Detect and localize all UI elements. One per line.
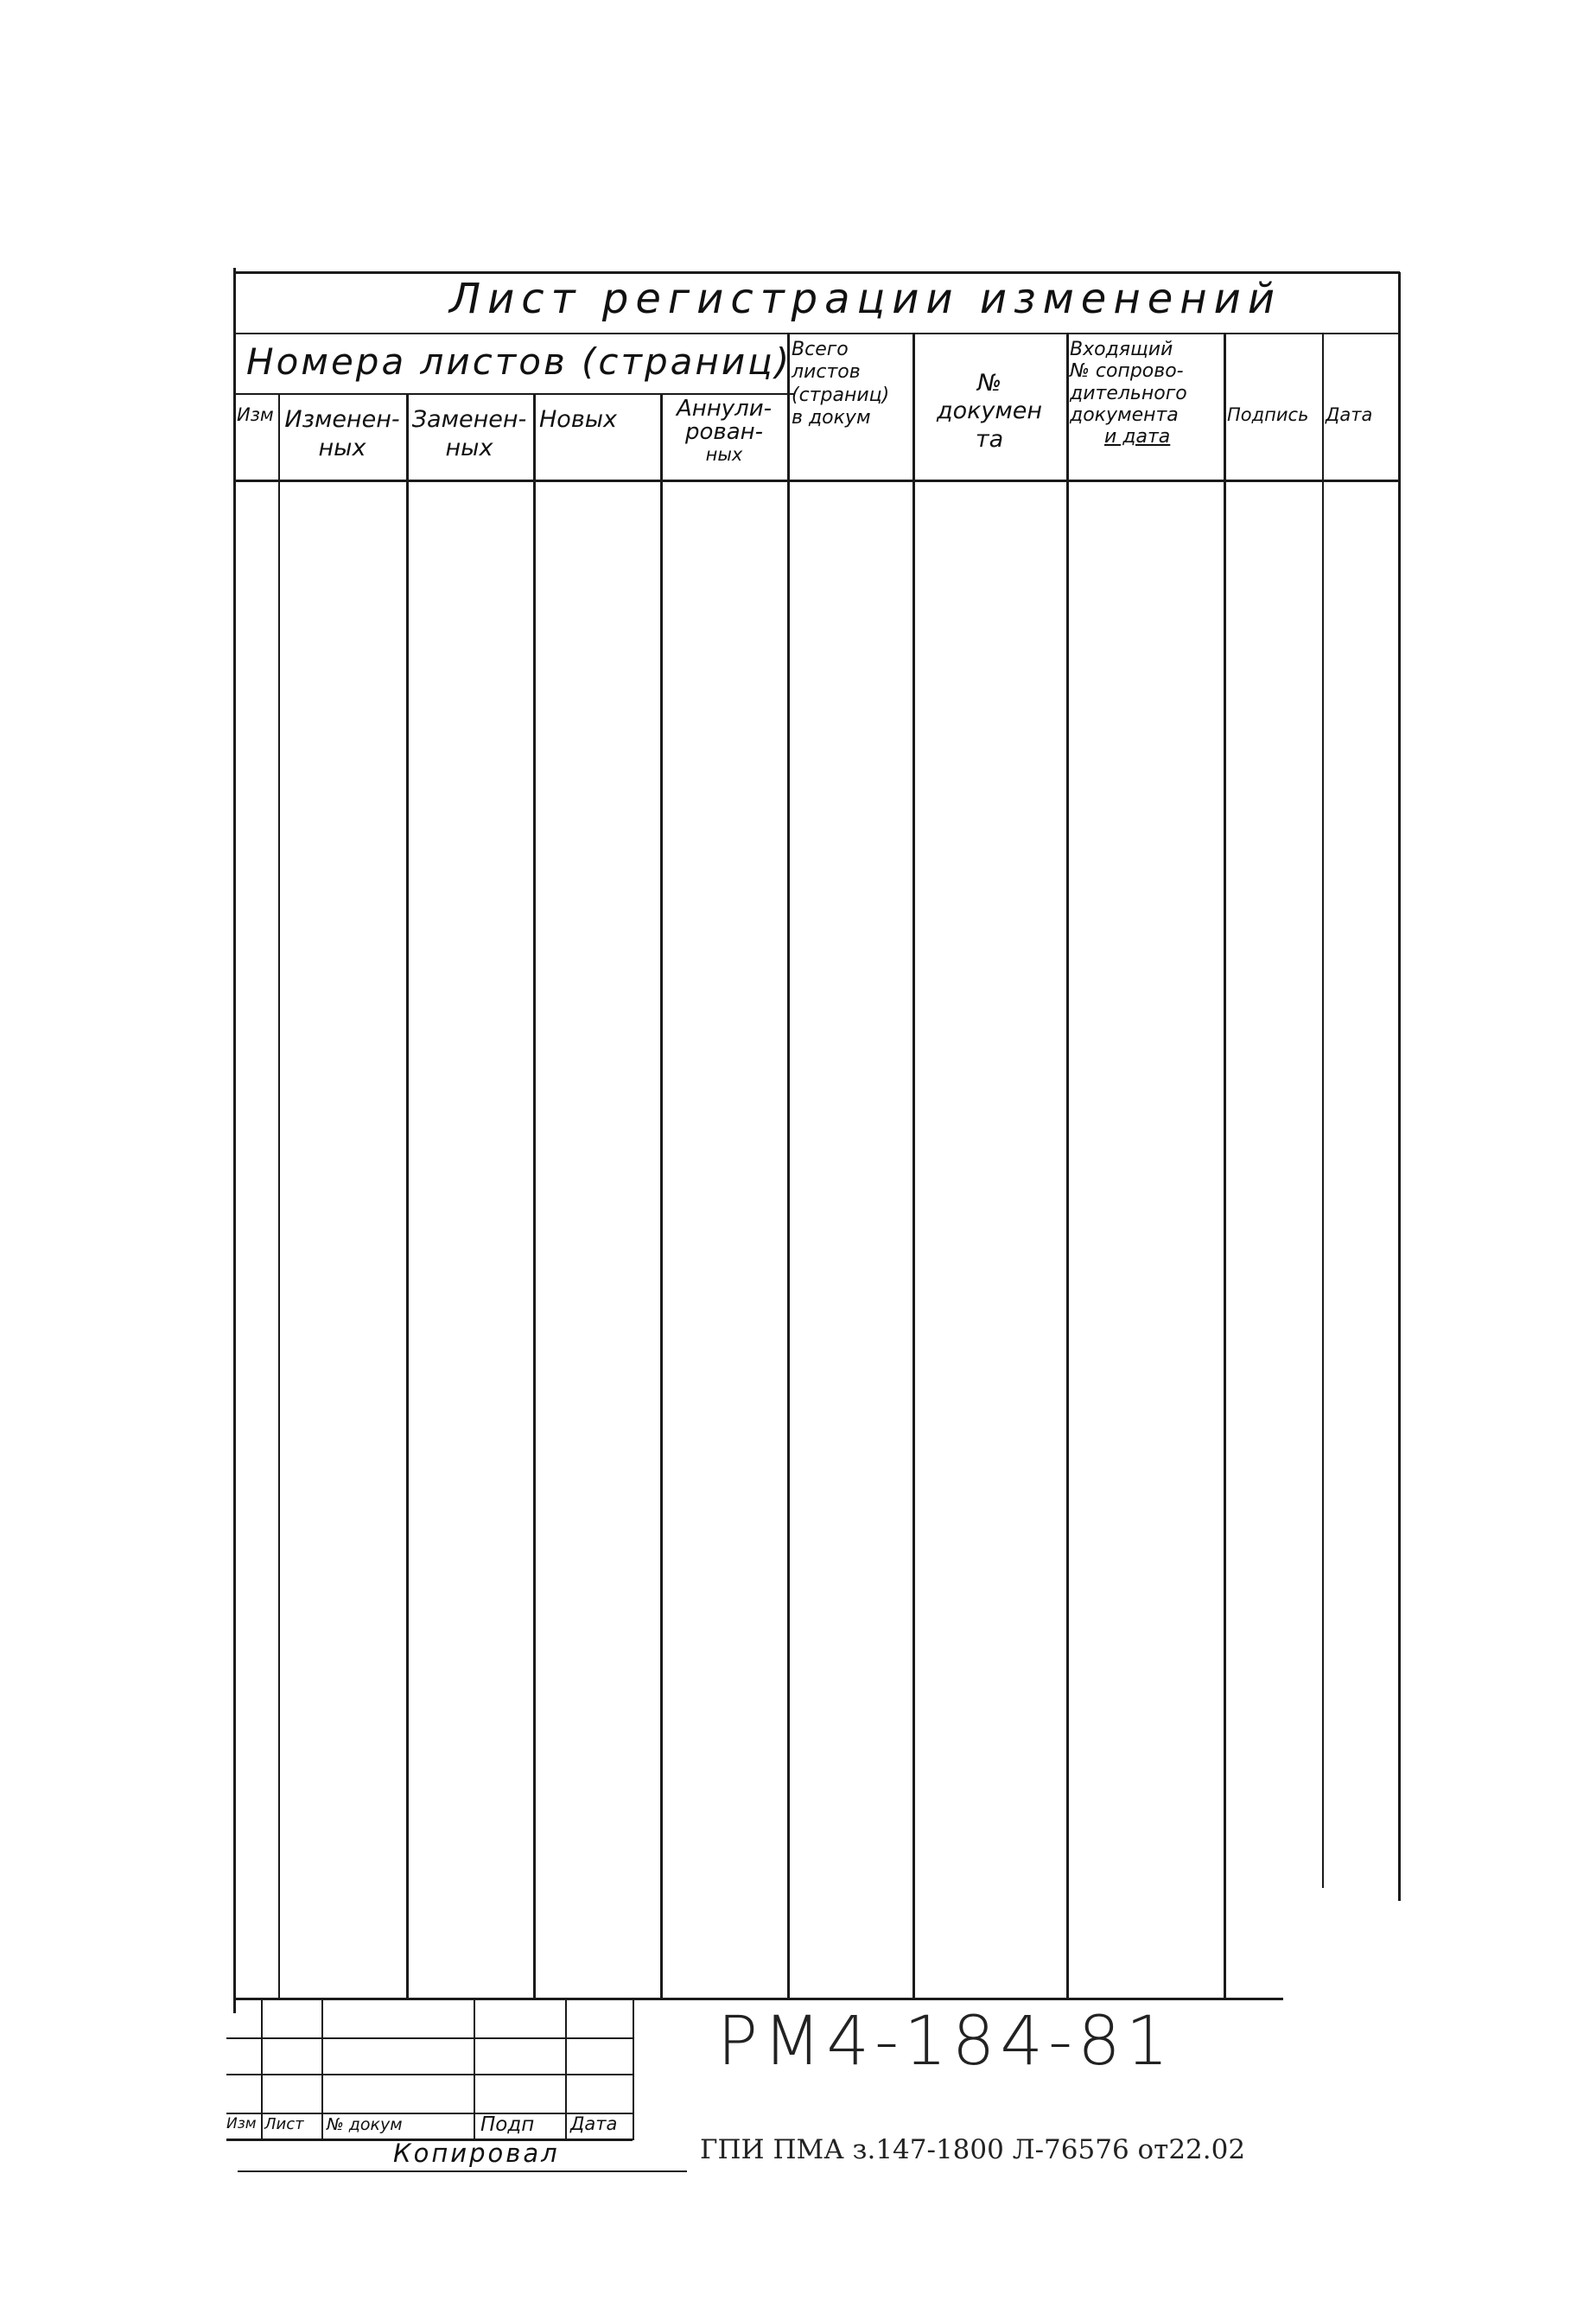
table-bottom-border [233,1998,1283,2000]
stamp-label-list: Лист [264,2115,304,2133]
col-divider-2 [406,393,409,2000]
col-divider-8 [1224,333,1226,2000]
stamp-label-nomer-dokum: № докум [327,2115,403,2134]
print-imprint: ГПИ ПМА з.147-1800 Л-76576 от22.02 [700,2134,1246,2165]
group-divider [233,393,795,395]
col-header-annulirovannyh: Аннули- рован- ных [676,396,773,465]
stamp-line-5 [238,2170,687,2172]
col-header-vhodyashchiy: Входящий № сопрово- дительного документа и дата [1070,339,1187,448]
stamp-col-3 [474,1998,475,2140]
col-header-zamenennyh: Заменен- ных [411,406,527,461]
col-header-podpis: Подпись [1227,404,1309,425]
stamp-line-1 [226,2037,633,2039]
stamp-col-1 [261,1998,263,2140]
col-header-nomer-dokumenta: № докумен та [936,370,1043,453]
col-header-vsego-listov: Всего листов (страниц) в докум [792,339,890,429]
col-header-novyh: Новых [539,406,618,433]
stamp-line-2 [226,2074,633,2075]
sheet-title: Лист регистрации изменений [449,275,1282,323]
frame-right-border [1398,272,1401,1901]
col-divider-9 [1322,333,1324,1888]
stamp-label-podp: Подп [480,2113,535,2136]
col-divider-1 [278,393,280,2000]
col-header-data: Дата [1326,404,1373,425]
col-divider-5 [787,333,790,2000]
col-divider-6 [912,333,915,2000]
document-code: РМ4-184-81 [717,2003,1174,2081]
stamp-label-izm: Изм [226,2115,257,2132]
frame-top-border [233,271,1400,274]
stamp-footer-name: Копировал [393,2139,560,2168]
col-header-izm: Изм [237,404,274,425]
col-divider-4 [660,393,663,2000]
col-divider-7 [1066,333,1069,2000]
group-header: Номера листов (страниц) [246,340,792,383]
stamp-col-2 [321,1998,323,2140]
stamp-col-5 [633,1998,634,2140]
stamp-label-data: Дата [570,2113,618,2134]
frame-left-border [233,268,236,2013]
col-header-izmenennyh: Изменен- ных [284,406,400,461]
col-divider-3 [533,393,536,2000]
stamp-col-4 [565,1998,567,2140]
